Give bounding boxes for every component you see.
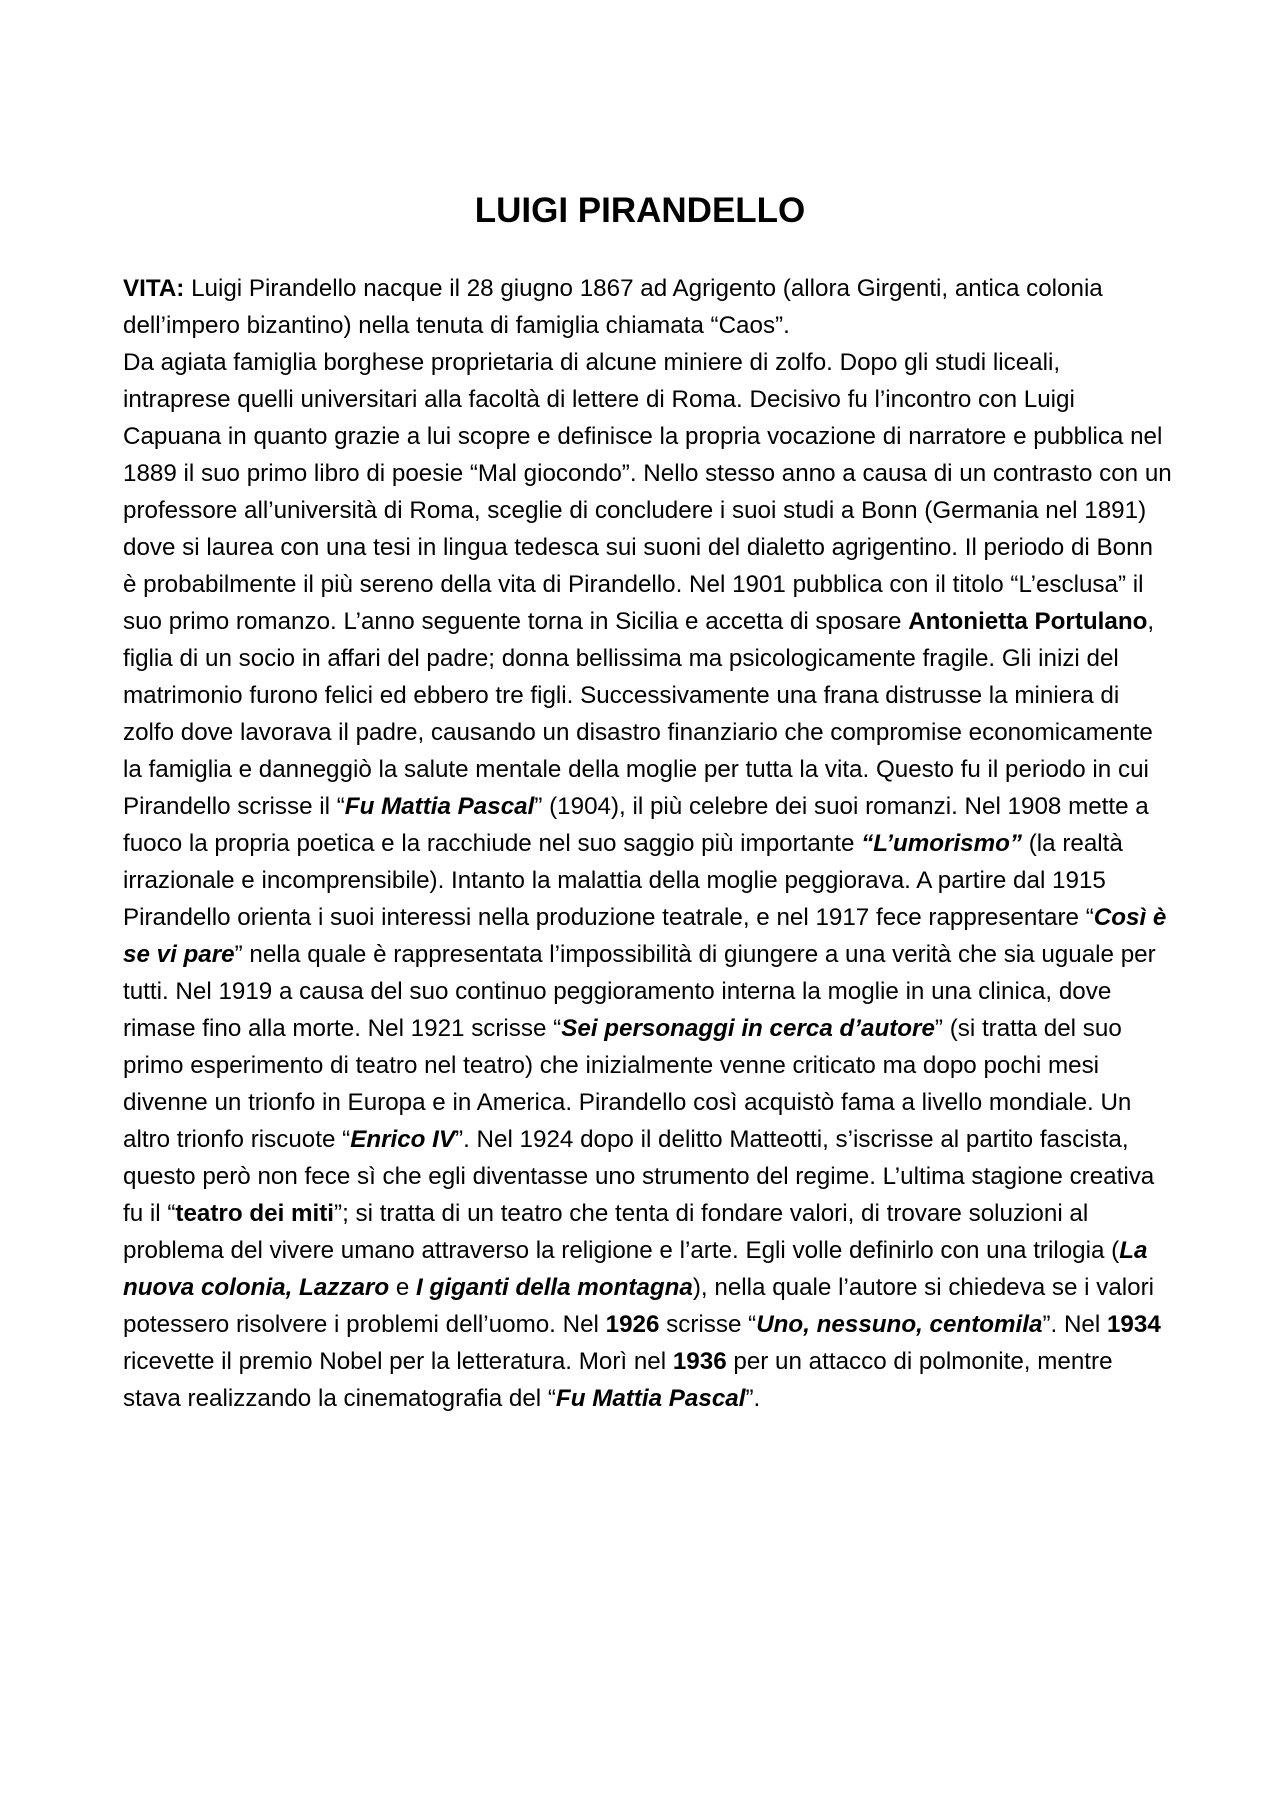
text-run: ricevette il premio Nobel per la letteratura. Morì nel <box>123 1348 673 1375</box>
bold-name: Antonietta Portulano <box>908 608 1148 635</box>
text-run: ” (1904), il più celebre dei suoi romanzi. Nel 1908 mette a fuoco la propria poetica e la racchiude nel suo saggio più importante <box>123 793 1149 857</box>
text-run: ”. <box>745 1385 761 1412</box>
text-run: per un attacco di polmonite, mentre stava realizzando la cinematografia del “ <box>123 1348 1113 1412</box>
text-run: scrisse “ <box>659 1311 757 1338</box>
work-title: Così è se vi pare <box>123 904 1167 968</box>
text-run: (la realtà irrazionale e incomprensibile). Intanto la malattia della moglie peggiorava. A partire dal 1915 Pirandello orienta i suoi interessi nella produzione teatrale, e nel 1917 fece rappresentare “ <box>123 830 1123 931</box>
bold-year: 1934 <box>1106 1311 1161 1338</box>
work-title: Fu Mattia Pascal <box>344 793 535 820</box>
text-run: ), nella quale l’autore si chiedeva se i valori potessero risolvere i problemi dell’uomo. Nel <box>123 1274 1155 1338</box>
bold-year: 1926 <box>605 1311 660 1338</box>
work-title: Fu Mattia Pascal <box>555 1385 746 1412</box>
work-title: La nuova colonia, Lazzaro <box>123 1237 1148 1301</box>
work-title: Sei personaggi in cerca d’autore <box>561 1015 935 1042</box>
text-run: Da agiata famiglia borghese proprietaria di alcune miniere di zolfo. Dopo gli studi liceali, intraprese quelli universitari alla facoltà di lettere di Roma. Decisivo fu l’incontro con Luigi Capuana in quanto grazie a lui scopre e definisce la propria vocazione di narratore e pubblica nel 1889 il suo primo libro di poesie “Mal giocondo”. Nello stesso anno a causa di un contrasto con un professore all’università di Roma, sceglie di concludere i suoi studi a Bonn (Germania nel 1891) dove si laurea con una tesi in lingua tedesca sui suoni del dialetto agrigentino. Il periodo di Bonn è probabilmente il più sereno della vita di Pirandello. Nel 1901 pubblica con il titolo “L’esclusa” il suo primo romanzo. L’anno seguente torna in Sicilia e accetta di sposare <box>123 349 1172 635</box>
bold-term: teatro dei miti <box>175 1200 335 1227</box>
text-run: ”. Nel <box>1042 1311 1107 1338</box>
work-title: Enrico IV <box>350 1126 456 1153</box>
text-run: ”. Nel 1924 dopo il delitto Matteotti, s’iscrisse al partito fascista, questo però non fece sì che egli diventasse uno strumento del regime. L’ultima stagione creativa fu il “ <box>123 1126 1155 1227</box>
paragraph-intro <box>123 270 1173 344</box>
page-title: LUIGI PIRANDELLO <box>474 191 806 230</box>
text-run: e <box>389 1274 417 1301</box>
bold-year: 1936 <box>672 1348 727 1375</box>
work-title: Uno, nessuno, centomila <box>756 1311 1043 1338</box>
paragraph-biography <box>123 344 1173 1417</box>
document-body <box>123 270 1173 1417</box>
work-title: “L’umorismo” <box>861 830 1022 857</box>
section-label: VITA: <box>123 275 185 302</box>
work-title: I giganti della montagna <box>416 1274 693 1301</box>
text-run: Luigi Pirandello nacque il 28 giugno 1867 ad Agrigento (allora Girgenti, antica colonia dell’impero bizantino) nella tenuta di famiglia chiamata “Caos”. <box>123 275 1103 339</box>
text-run: , figlia di un socio in affari del padre; donna bellissima ma psicologicamente fragile. Gli inizi del matrimonio furono felici ed ebbero tre figli. Successivamente una frana distrusse la miniera di zolfo dove lavorava il padre, causando un disastro finanziario che compromise economicamente la famiglia e danneggiò la salute mentale della moglie per tutta la vita. Questo fu il periodo in cui Pirandello scrisse il “ <box>123 608 1155 820</box>
text-run: ” nella quale è rappresentata l’impossibilità di giungere a una verità che sia uguale per tutti. Nel 1919 a causa del suo continuo peggioramento interna la moglie in una clinica, dove rimase fino alla morte. Nel 1921 scrisse “ <box>123 941 1156 1042</box>
text-run: ” (si tratta del suo primo esperimento di teatro nel teatro) che inizialmente venne criticato ma dopo pochi mesi divenne un trionfo in Europa e in America. Pirandello così acquistò fama a livello mondiale. Un altro trionfo riscuote “ <box>123 1015 1132 1153</box>
text-run: ”; si tratta di un teatro che tenta di fondare valori, di trovare soluzioni al problema del vivere umano attraverso la religione e l’arte. Egli volle definirlo con una trilogia ( <box>123 1200 1120 1264</box>
